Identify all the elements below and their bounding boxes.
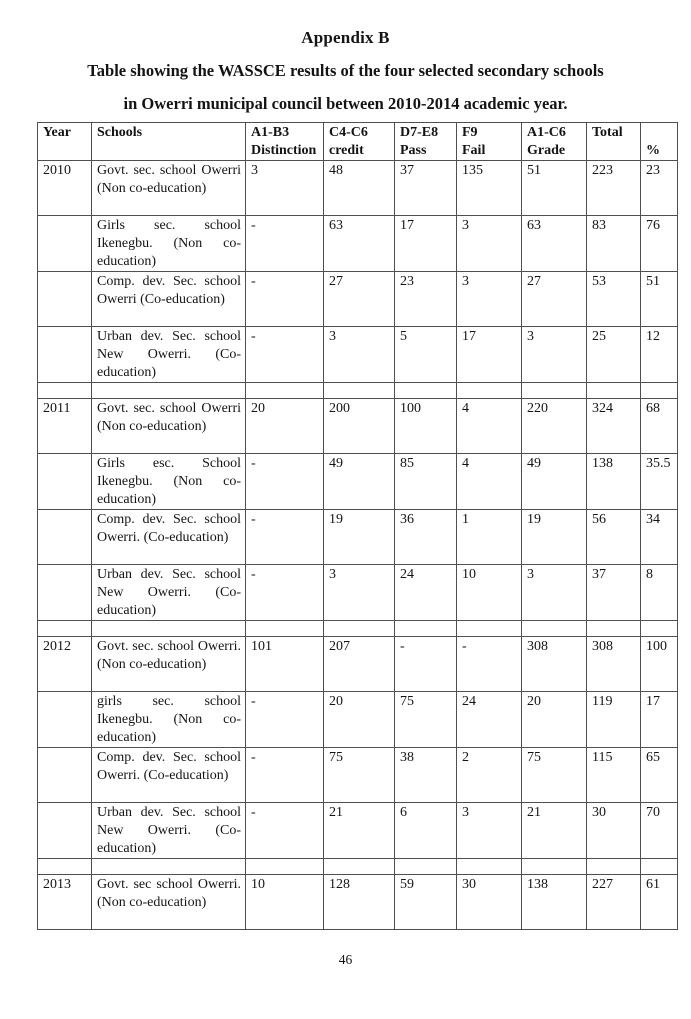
column-header-line2: % [646, 143, 660, 158]
value-cell-a1b3-distinction: 20 [246, 399, 324, 454]
value-cell-a1c6-grade: 49 [522, 454, 587, 510]
spacer-cell [587, 383, 641, 399]
results-table [37, 122, 678, 930]
column-header-line1: A1-B3 [251, 125, 290, 140]
value-cell-a1b3-distinction: 3 [246, 161, 324, 216]
value-cell-total: 37 [587, 565, 641, 621]
column-header-line2: credit [329, 143, 364, 158]
value-cell-percent: 35.5 [641, 454, 678, 510]
spacer-cell [457, 859, 522, 875]
value-cell-total: 223 [587, 161, 641, 216]
value-cell-f9-fail: 3 [457, 216, 522, 272]
value-cell-d7e8-pass: 37 [395, 161, 457, 216]
value-cell-c4c6-credit: 128 [324, 875, 395, 930]
table-row [38, 510, 678, 565]
column-header-year [38, 123, 92, 161]
table-caption-line2: in Owerri municipal council between 2010-2014 academic year. [123, 94, 568, 113]
value-cell-percent: 70 [641, 803, 678, 859]
spacer-cell [324, 621, 395, 637]
column-header-line1: Year [43, 125, 71, 140]
spacer-cell [641, 621, 678, 637]
page-title: Appendix B [301, 28, 390, 47]
column-header-line2: Grade [527, 143, 566, 158]
column-header-line2 [43, 142, 87, 160]
column-header-line1: D7-E8 [400, 125, 439, 140]
column-header-line1: A1-C6 [527, 125, 566, 140]
school-cell: girls sec. school Ikenegbu. (Non co-education) [92, 692, 246, 748]
value-cell-a1b3-distinction: - [246, 803, 324, 859]
column-header-a1c6-grade [522, 123, 587, 161]
year-cell [38, 454, 92, 510]
value-cell-d7e8-pass: 17 [395, 216, 457, 272]
column-header-c4c6-credit [324, 123, 395, 161]
value-cell-c4c6-credit: 75 [324, 748, 395, 803]
value-cell-percent: 61 [641, 875, 678, 930]
value-cell-d7e8-pass: - [395, 637, 457, 692]
value-cell-c4c6-credit: 3 [324, 565, 395, 621]
value-cell-d7e8-pass: 59 [395, 875, 457, 930]
column-header-line2: Distinction [251, 143, 317, 158]
value-cell-total: 138 [587, 454, 641, 510]
value-cell-a1c6-grade: 220 [522, 399, 587, 454]
spacer-cell [324, 383, 395, 399]
value-cell-a1b3-distinction: - [246, 272, 324, 327]
column-header-a1b3-distinction [246, 123, 324, 161]
value-cell-d7e8-pass: 5 [395, 327, 457, 383]
spacer-cell [641, 859, 678, 875]
year-cell [38, 272, 92, 327]
value-cell-f9-fail: 1 [457, 510, 522, 565]
spacer-row [38, 383, 678, 399]
column-header-d7e8-pass [395, 123, 457, 161]
table-row [38, 875, 678, 930]
spacer-cell [38, 859, 92, 875]
value-cell-d7e8-pass: 24 [395, 565, 457, 621]
school-cell: Govt. sec. school Owerri (Non co-education) [92, 161, 246, 216]
value-cell-d7e8-pass: 23 [395, 272, 457, 327]
spacer-row [38, 859, 678, 875]
school-cell: Urban dev. Sec. school New Owerri. (Co-education) [92, 565, 246, 621]
value-cell-f9-fail: 2 [457, 748, 522, 803]
value-cell-total: 324 [587, 399, 641, 454]
results-table-body [38, 161, 678, 930]
spacer-row [38, 621, 678, 637]
value-cell-a1c6-grade: 3 [522, 565, 587, 621]
value-cell-a1c6-grade: 20 [522, 692, 587, 748]
value-cell-total: 119 [587, 692, 641, 748]
table-row [38, 803, 678, 859]
value-cell-a1c6-grade: 3 [522, 327, 587, 383]
value-cell-f9-fail: 3 [457, 272, 522, 327]
spacer-cell [246, 621, 324, 637]
value-cell-d7e8-pass: 36 [395, 510, 457, 565]
spacer-cell [395, 621, 457, 637]
table-row [38, 272, 678, 327]
value-cell-total: 308 [587, 637, 641, 692]
school-cell: Govt. sec. school Owerri. (Non co-education) [92, 637, 246, 692]
column-header-percent [641, 123, 678, 161]
spacer-cell [587, 621, 641, 637]
spacer-cell [457, 383, 522, 399]
year-cell [38, 748, 92, 803]
year-cell [38, 803, 92, 859]
year-cell [38, 565, 92, 621]
value-cell-c4c6-credit: 200 [324, 399, 395, 454]
spacer-cell [38, 383, 92, 399]
value-cell-f9-fail: 4 [457, 399, 522, 454]
spacer-cell [587, 859, 641, 875]
header-row [38, 123, 678, 161]
value-cell-percent: 68 [641, 399, 678, 454]
value-cell-f9-fail: 4 [457, 454, 522, 510]
value-cell-a1c6-grade: 75 [522, 748, 587, 803]
spacer-cell [641, 383, 678, 399]
spacer-cell [246, 383, 324, 399]
value-cell-c4c6-credit: 19 [324, 510, 395, 565]
page-number: 46 [338, 952, 353, 967]
value-cell-c4c6-credit: 48 [324, 161, 395, 216]
value-cell-percent: 76 [641, 216, 678, 272]
value-cell-f9-fail: 24 [457, 692, 522, 748]
spacer-cell [38, 621, 92, 637]
value-cell-total: 25 [587, 327, 641, 383]
value-cell-a1b3-distinction: - [246, 748, 324, 803]
school-cell: Govt. sec. school Owerri (Non co-education) [92, 399, 246, 454]
value-cell-a1b3-distinction: - [246, 454, 324, 510]
value-cell-f9-fail: 10 [457, 565, 522, 621]
year-cell [38, 692, 92, 748]
value-cell-percent: 12 [641, 327, 678, 383]
column-header-f9-fail [457, 123, 522, 161]
table-row [38, 565, 678, 621]
column-header-total [587, 123, 641, 161]
value-cell-c4c6-credit: 21 [324, 803, 395, 859]
value-cell-total: 53 [587, 272, 641, 327]
table-row [38, 216, 678, 272]
value-cell-d7e8-pass: 6 [395, 803, 457, 859]
results-table-head [38, 123, 678, 161]
table-row [38, 748, 678, 803]
value-cell-percent: 34 [641, 510, 678, 565]
value-cell-a1c6-grade: 21 [522, 803, 587, 859]
spacer-cell [522, 621, 587, 637]
year-cell: 2013 [38, 875, 92, 930]
school-cell: Urban dev. Sec. school New Owerri. (Co-education) [92, 327, 246, 383]
value-cell-a1c6-grade: 63 [522, 216, 587, 272]
value-cell-c4c6-credit: 49 [324, 454, 395, 510]
value-cell-d7e8-pass: 75 [395, 692, 457, 748]
value-cell-c4c6-credit: 27 [324, 272, 395, 327]
school-cell: Govt. sec school Owerri. (Non co-education) [92, 875, 246, 930]
column-header-line1 [646, 124, 673, 142]
table-caption-line1: Table showing the WASSCE results of the four selected secondary schools [87, 61, 604, 80]
year-cell [38, 510, 92, 565]
spacer-cell [457, 621, 522, 637]
value-cell-a1c6-grade: 51 [522, 161, 587, 216]
spacer-cell [522, 383, 587, 399]
value-cell-f9-fail: 3 [457, 803, 522, 859]
column-header-line2: Pass [400, 143, 427, 158]
value-cell-a1b3-distinction: - [246, 216, 324, 272]
value-cell-c4c6-credit: 3 [324, 327, 395, 383]
value-cell-percent: 100 [641, 637, 678, 692]
column-header-schools [92, 123, 246, 161]
value-cell-d7e8-pass: 100 [395, 399, 457, 454]
value-cell-total: 30 [587, 803, 641, 859]
school-cell: Girls esc. School Ikenegbu. (Non co-education) [92, 454, 246, 510]
value-cell-c4c6-credit: 63 [324, 216, 395, 272]
value-cell-a1b3-distinction: - [246, 327, 324, 383]
spacer-cell [522, 859, 587, 875]
spacer-cell [324, 859, 395, 875]
value-cell-a1c6-grade: 27 [522, 272, 587, 327]
value-cell-total: 227 [587, 875, 641, 930]
column-header-line2: Fail [462, 143, 486, 158]
value-cell-d7e8-pass: 85 [395, 454, 457, 510]
value-cell-f9-fail: 135 [457, 161, 522, 216]
school-cell: Comp. dev. Sec. school Owerri (Co-education) [92, 272, 246, 327]
column-header-line2 [97, 142, 241, 160]
value-cell-total: 56 [587, 510, 641, 565]
value-cell-total: 83 [587, 216, 641, 272]
year-cell [38, 216, 92, 272]
value-cell-f9-fail: 17 [457, 327, 522, 383]
table-row [38, 161, 678, 216]
column-header-line1: C4-C6 [329, 125, 368, 140]
value-cell-c4c6-credit: 20 [324, 692, 395, 748]
spacer-cell [395, 383, 457, 399]
spacer-cell [92, 621, 246, 637]
value-cell-a1b3-distinction: 10 [246, 875, 324, 930]
school-cell: Girls sec. school Ikenegbu. (Non co-education) [92, 216, 246, 272]
school-cell: Comp. dev. Sec. school Owerri. (Co-education) [92, 510, 246, 565]
value-cell-total: 115 [587, 748, 641, 803]
table-row [38, 637, 678, 692]
value-cell-percent: 51 [641, 272, 678, 327]
table-row [38, 692, 678, 748]
spacer-cell [246, 859, 324, 875]
value-cell-percent: 65 [641, 748, 678, 803]
year-cell: 2011 [38, 399, 92, 454]
school-cell: Comp. dev. Sec. school Owerri. (Co-education) [92, 748, 246, 803]
value-cell-a1c6-grade: 308 [522, 637, 587, 692]
value-cell-f9-fail: - [457, 637, 522, 692]
value-cell-f9-fail: 30 [457, 875, 522, 930]
column-header-line1: F9 [462, 125, 478, 140]
year-cell: 2010 [38, 161, 92, 216]
spacer-cell [92, 859, 246, 875]
value-cell-percent: 8 [641, 565, 678, 621]
year-cell [38, 327, 92, 383]
year-cell: 2012 [38, 637, 92, 692]
value-cell-percent: 17 [641, 692, 678, 748]
spacer-cell [92, 383, 246, 399]
value-cell-a1b3-distinction: - [246, 565, 324, 621]
value-cell-percent: 23 [641, 161, 678, 216]
column-header-line1: Total [592, 125, 623, 140]
table-row [38, 327, 678, 383]
value-cell-d7e8-pass: 38 [395, 748, 457, 803]
spacer-cell [395, 859, 457, 875]
column-header-line1: Schools [97, 125, 143, 140]
value-cell-c4c6-credit: 207 [324, 637, 395, 692]
table-row [38, 454, 678, 510]
value-cell-a1b3-distinction: - [246, 692, 324, 748]
value-cell-a1c6-grade: 19 [522, 510, 587, 565]
column-header-line2 [592, 142, 636, 160]
value-cell-a1c6-grade: 138 [522, 875, 587, 930]
value-cell-a1b3-distinction: - [246, 510, 324, 565]
value-cell-a1b3-distinction: 101 [246, 637, 324, 692]
table-row [38, 399, 678, 454]
school-cell: Urban dev. Sec. school New Owerri. (Co-education) [92, 803, 246, 859]
